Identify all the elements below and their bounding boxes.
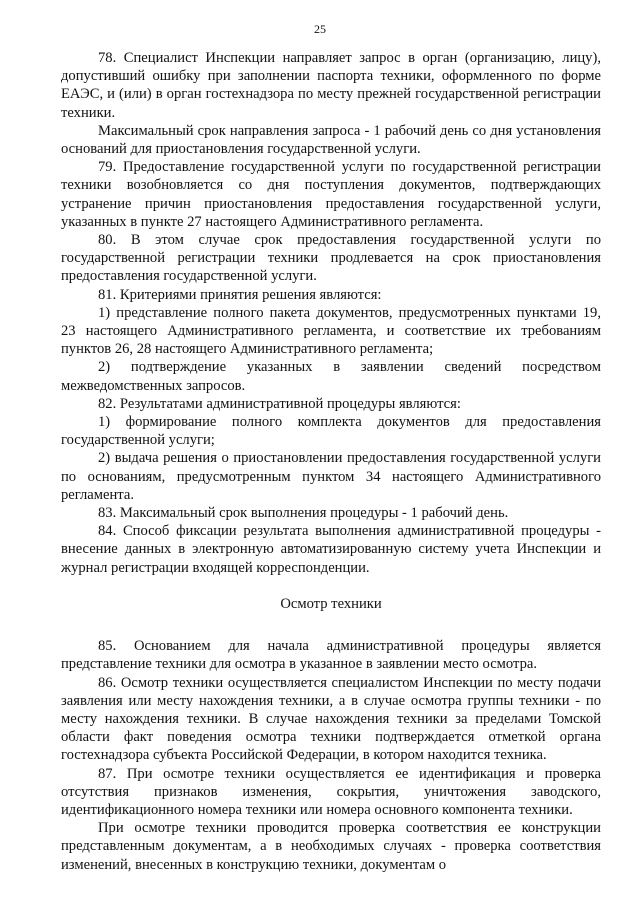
- paragraph-82: 82. Результатами административной процедуры являются:: [98, 395, 461, 412]
- paragraph-78: 78. Специалист Инспекции направляет запрос в орган (организацию, лицу), допустивший ошибку при заполнении паспорта техники, оформленного по форме ЕАЭС, и (или) в орган гостехнадзора по месту прежней государственной регистрации техники.: [61, 50, 601, 121]
- paragraph-87-continuation: При осмотре техники проводится проверка соответствия ее конструкции представленным документам, а в необходимых случаях - проверка соответствия изменений, внесенных в конструкцию техники, документам о: [61, 820, 601, 873]
- paragraph-81-item-2: 2) подтверждение указанных в заявлении сведений посредством межведомственных запросов.: [61, 359, 601, 394]
- page-number: 25: [314, 22, 326, 36]
- paragraph-81: 81. Критериями принятия решения являются:: [98, 286, 382, 303]
- paragraph-78-deadline: Максимальный срок направления запроса - 1 рабочий день со дня установления оснований для приостановления государственной услуги.: [61, 122, 601, 158]
- paragraph-87: 87. При осмотре техники осуществляется ее идентификация и проверка отсутствия признаков изменения, сокрытия, уничтожения заводского, идентификационного номера техники или номера основного компонента техники.: [61, 765, 601, 818]
- paragraph-79: 79. Предоставление государственной услуги по государственной регистрации техники возобновляется со дня поступления документов, подтверждающих устранение причин приостановления предоставления государственной услуги, указанных в пункте 27 настоящего Административного регламента.: [61, 159, 601, 230]
- paragraph-81-item-1: 1) представление полного пакета документов, предусмотренных пунктами 19, 23 настоящего Административного регламента, и соответствие их требованиям пунктов 26, 28 настоящего Административного регламента;: [61, 304, 601, 358]
- paragraph-82-item-1: 1) формирование полного комплекта документов для предоставления государственной услуги;: [61, 414, 601, 449]
- document-body: [61, 49, 601, 874]
- paragraph-86: 86. Осмотр техники осуществляется специалистом Инспекции по месту подачи заявления или месту нахождения техники, а в случае осмотра группы техники - по месту нахождения техники. В случае нахождения техники за пределами Томской области факт поведения осмотра техники подтверждается отметкой органа гостехнадзора субъекта Российской Федерации, в котором находится техника.: [61, 674, 601, 764]
- paragraph-84: 84. Способ фиксации результата выполнения административной процедуры - внесение данных в электронную автоматизированную систему учета Инспекции и журнал регистрации входящей корреспонденции.: [61, 523, 601, 576]
- paragraph-83: 83. Максимальный срок выполнения процедуры - 1 рабочий день.: [98, 505, 509, 522]
- section-heading: Осмотр техники: [280, 595, 382, 612]
- paragraph-82-item-2: 2) выдача решения о приостановлении предоставления государственной услуги по основаниям, предусмотренным пунктом 34 настоящего Административного регламента.: [61, 450, 601, 503]
- paragraph-80: 80. В этом случае срок предоставления государственной услуги по государственной регистрации техники продлевается на срок приостановления предоставления государственной услуги.: [61, 232, 601, 285]
- paragraph-85: 85. Основанием для начала административной процедуры является представление техники для осмотра в указанное в заявлении место осмотра.: [61, 638, 601, 673]
